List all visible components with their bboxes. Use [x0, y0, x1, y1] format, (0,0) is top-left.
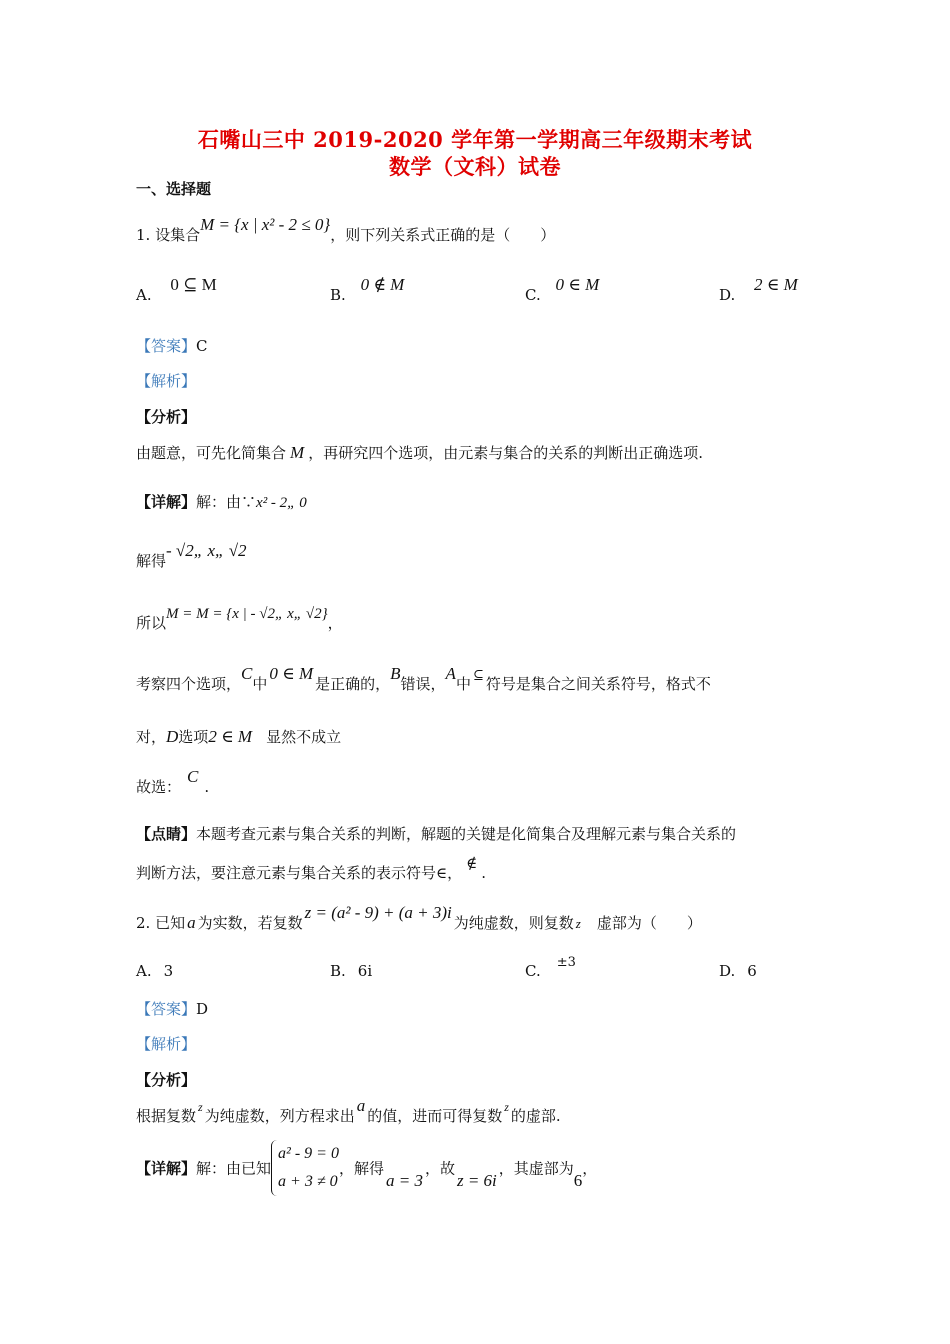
q1-check-sub: ⊆	[472, 668, 484, 683]
q2-detail-b: ，解得	[338, 1159, 384, 1178]
q1-option-b-label: B.	[330, 286, 346, 304]
q1-check2-m: 2 ∈ M	[208, 727, 253, 746]
section-heading: 一、选择题	[136, 180, 212, 198]
q2-option-a	[136, 962, 173, 980]
q2-fenxi-text	[136, 1096, 561, 1126]
q1-so-b: ，	[327, 614, 343, 632]
q2-detail-m3: 6	[573, 1171, 583, 1190]
q2-answer-value: D	[196, 1000, 209, 1018]
q1-check2	[136, 726, 341, 747]
q1-detail-tag: 【详解】	[136, 493, 197, 511]
q2-detail-a: 解：由已知	[196, 1159, 272, 1178]
q1-dianjing-b: 判断方法，要注意元素与集合关系的表示符号∈，	[136, 864, 463, 882]
q1-check-g: 符号是集合之间关系符号，格式不	[485, 675, 711, 693]
q1-dianjing	[136, 823, 736, 844]
q1-check-e: 错误，	[400, 675, 446, 693]
q1-check-b: 中	[252, 675, 268, 693]
q2-analysis-tag: 【解析】	[136, 1035, 197, 1053]
q1-analysis-tag: 【解析】	[136, 372, 197, 390]
q1-fenxi-tag: 【分析】	[136, 408, 197, 426]
q1-check-aa: A	[445, 664, 456, 683]
q1-fenxi-a: 由题意，可先化简集合	[136, 444, 287, 462]
q1-choose	[136, 767, 210, 797]
q1-option-d	[719, 275, 798, 305]
q1-detail-math: x² - 2„ 0	[256, 495, 307, 511]
q1-fenxi-b: ，再研究四个选项，由元素与集合的关系的判断出正确选项.	[308, 444, 703, 462]
q2-detail-tag: 【详解】	[136, 1159, 197, 1178]
q2-detail-m2: z = 6i	[456, 1171, 497, 1190]
q1-stem-suffix: ，则下列关系式正确的是（ ）	[330, 226, 556, 244]
q2-detail	[136, 1140, 597, 1196]
q2-detail-m1: a = 3	[385, 1171, 423, 1190]
q1-option-c-math: 0 ∈ M	[555, 275, 600, 294]
q1-dianjing-line2	[136, 854, 486, 883]
q2-detail-e: ，	[582, 1159, 598, 1178]
q1-check-f: 中	[455, 675, 471, 693]
q2-fenxi-var: a	[356, 1096, 366, 1115]
q2-fenxi-d: 的虚部.	[510, 1107, 561, 1125]
q1-answer-tag: 【答案】	[136, 337, 197, 355]
q2-fenxi-b: 为纯虚数，列方程求出	[204, 1107, 355, 1125]
q1-option-a	[136, 275, 217, 305]
q2-answer	[136, 998, 208, 1019]
q1-solve-a: 解得	[136, 552, 167, 570]
q2-fenxi-tag: 【分析】	[136, 1071, 197, 1089]
q2-detail-c: ，故	[424, 1159, 455, 1178]
q1-check-a: 考察四个选项，	[136, 675, 242, 693]
q1-dianjing-sym: ∉	[466, 854, 478, 872]
q2-stem-b: 为实数，若复数	[197, 914, 303, 932]
q1-choose-c: C	[187, 767, 199, 786]
q2-option-a-label: A.	[136, 962, 152, 980]
q1-answer-value: C	[196, 337, 208, 355]
q1-detail	[136, 491, 307, 512]
q2-fenxi-z2: z	[504, 1100, 509, 1114]
q1-option-b-math: 0 ∉ M	[360, 275, 405, 294]
q2-option-c-label: C.	[525, 962, 541, 980]
doc-title-line2: 数学（文科）试卷	[389, 154, 561, 179]
q1-fenxi-m: M	[290, 443, 305, 462]
q2-option-c	[525, 955, 576, 980]
q1-check-bb: B	[390, 664, 401, 683]
q2-option-d-text: 6	[747, 962, 757, 980]
q1-dianjing-tag: 【点睛】	[136, 825, 197, 843]
q2-stem-c: 为纯虚数，则复数	[453, 914, 574, 932]
q2-stem	[136, 903, 702, 933]
q2-option-a-text: 3	[163, 962, 174, 980]
q1-check-m1: 0 ∈ M	[269, 664, 314, 683]
q2-fenxi-z: z	[198, 1100, 203, 1114]
q1-check2-a: 对，	[136, 728, 167, 746]
q2-eq2: a + 3 ≠ 0	[278, 1173, 338, 1190]
q2-fenxi-c: 的值，进而可得复数	[367, 1107, 503, 1125]
q2-stem-var: a	[187, 913, 196, 932]
q1-option-c	[525, 275, 600, 305]
q2-fenxi-a: 根据复数	[136, 1107, 197, 1125]
q1-option-d-label: D.	[719, 286, 736, 304]
q1-detail-a: 解：由∵	[196, 493, 257, 511]
q2-stem-a: 2. 已知	[136, 914, 186, 932]
q1-option-d-math: 2 ∈ M	[754, 275, 798, 294]
q2-option-b-label: B.	[330, 962, 346, 980]
q2-eq1: a² - 9 = 0	[278, 1145, 339, 1162]
q1-check2-b: 选项	[178, 728, 209, 746]
q1-check2-d: D	[166, 727, 179, 746]
q2-stem-z: z	[575, 916, 581, 931]
q2-answer-tag: 【答案】	[136, 1000, 197, 1018]
q1-check	[136, 664, 711, 694]
q2-option-d-label: D.	[719, 962, 736, 980]
q1-choose-a: 故选：	[136, 778, 182, 796]
q2-stem-d: 虚部为（ ）	[596, 914, 702, 932]
q2-option-b	[330, 962, 372, 980]
q1-check2-c: 显然不成立	[266, 728, 342, 746]
q1-stem-math: M = {x | x² - 2 ≤ 0}	[200, 215, 331, 234]
q1-answer	[136, 335, 208, 356]
q1-so-math: M = M = {x | - √2„ x„ √2}	[166, 606, 328, 622]
q1-check-d: 是正确的，	[315, 675, 391, 693]
q1-choose-b: .	[204, 778, 210, 796]
q1-option-a-label: A.	[136, 286, 152, 304]
q1-so	[136, 606, 343, 633]
q1-option-a-math: 0 ⊆ M	[170, 275, 217, 294]
q1-dianjing-a: 本题考查元素与集合关系的判断，解题的关键是化简集合及理解元素与集合关系的	[196, 825, 737, 843]
q1-solve	[136, 541, 247, 571]
q2-detail-d: ，其虚部为	[498, 1159, 574, 1178]
doc-title-line1: 石嘴山三中 2019-2020 学年第一学期高三年级期末考试	[197, 127, 753, 152]
q2-equation-system	[271, 1140, 339, 1196]
q2-option-d	[719, 962, 757, 980]
q1-so-a: 所以	[136, 614, 167, 632]
q2-stem-math: z = (a² - 9) + (a + 3)i	[304, 903, 452, 922]
q1-fenxi-text	[136, 442, 703, 463]
q1-check-c: C	[241, 664, 253, 683]
q1-stem-prefix: 1. 设集合	[136, 226, 201, 244]
q1-solve-math: - √2„ x„ √2	[166, 541, 247, 560]
q1-stem	[136, 215, 556, 245]
q1-dianjing-c: .	[481, 864, 486, 882]
q1-option-b	[330, 275, 405, 305]
q1-option-c-label: C.	[525, 286, 541, 304]
q2-option-b-text: 6i	[357, 962, 373, 980]
q2-option-c-text: ±3	[556, 955, 576, 970]
